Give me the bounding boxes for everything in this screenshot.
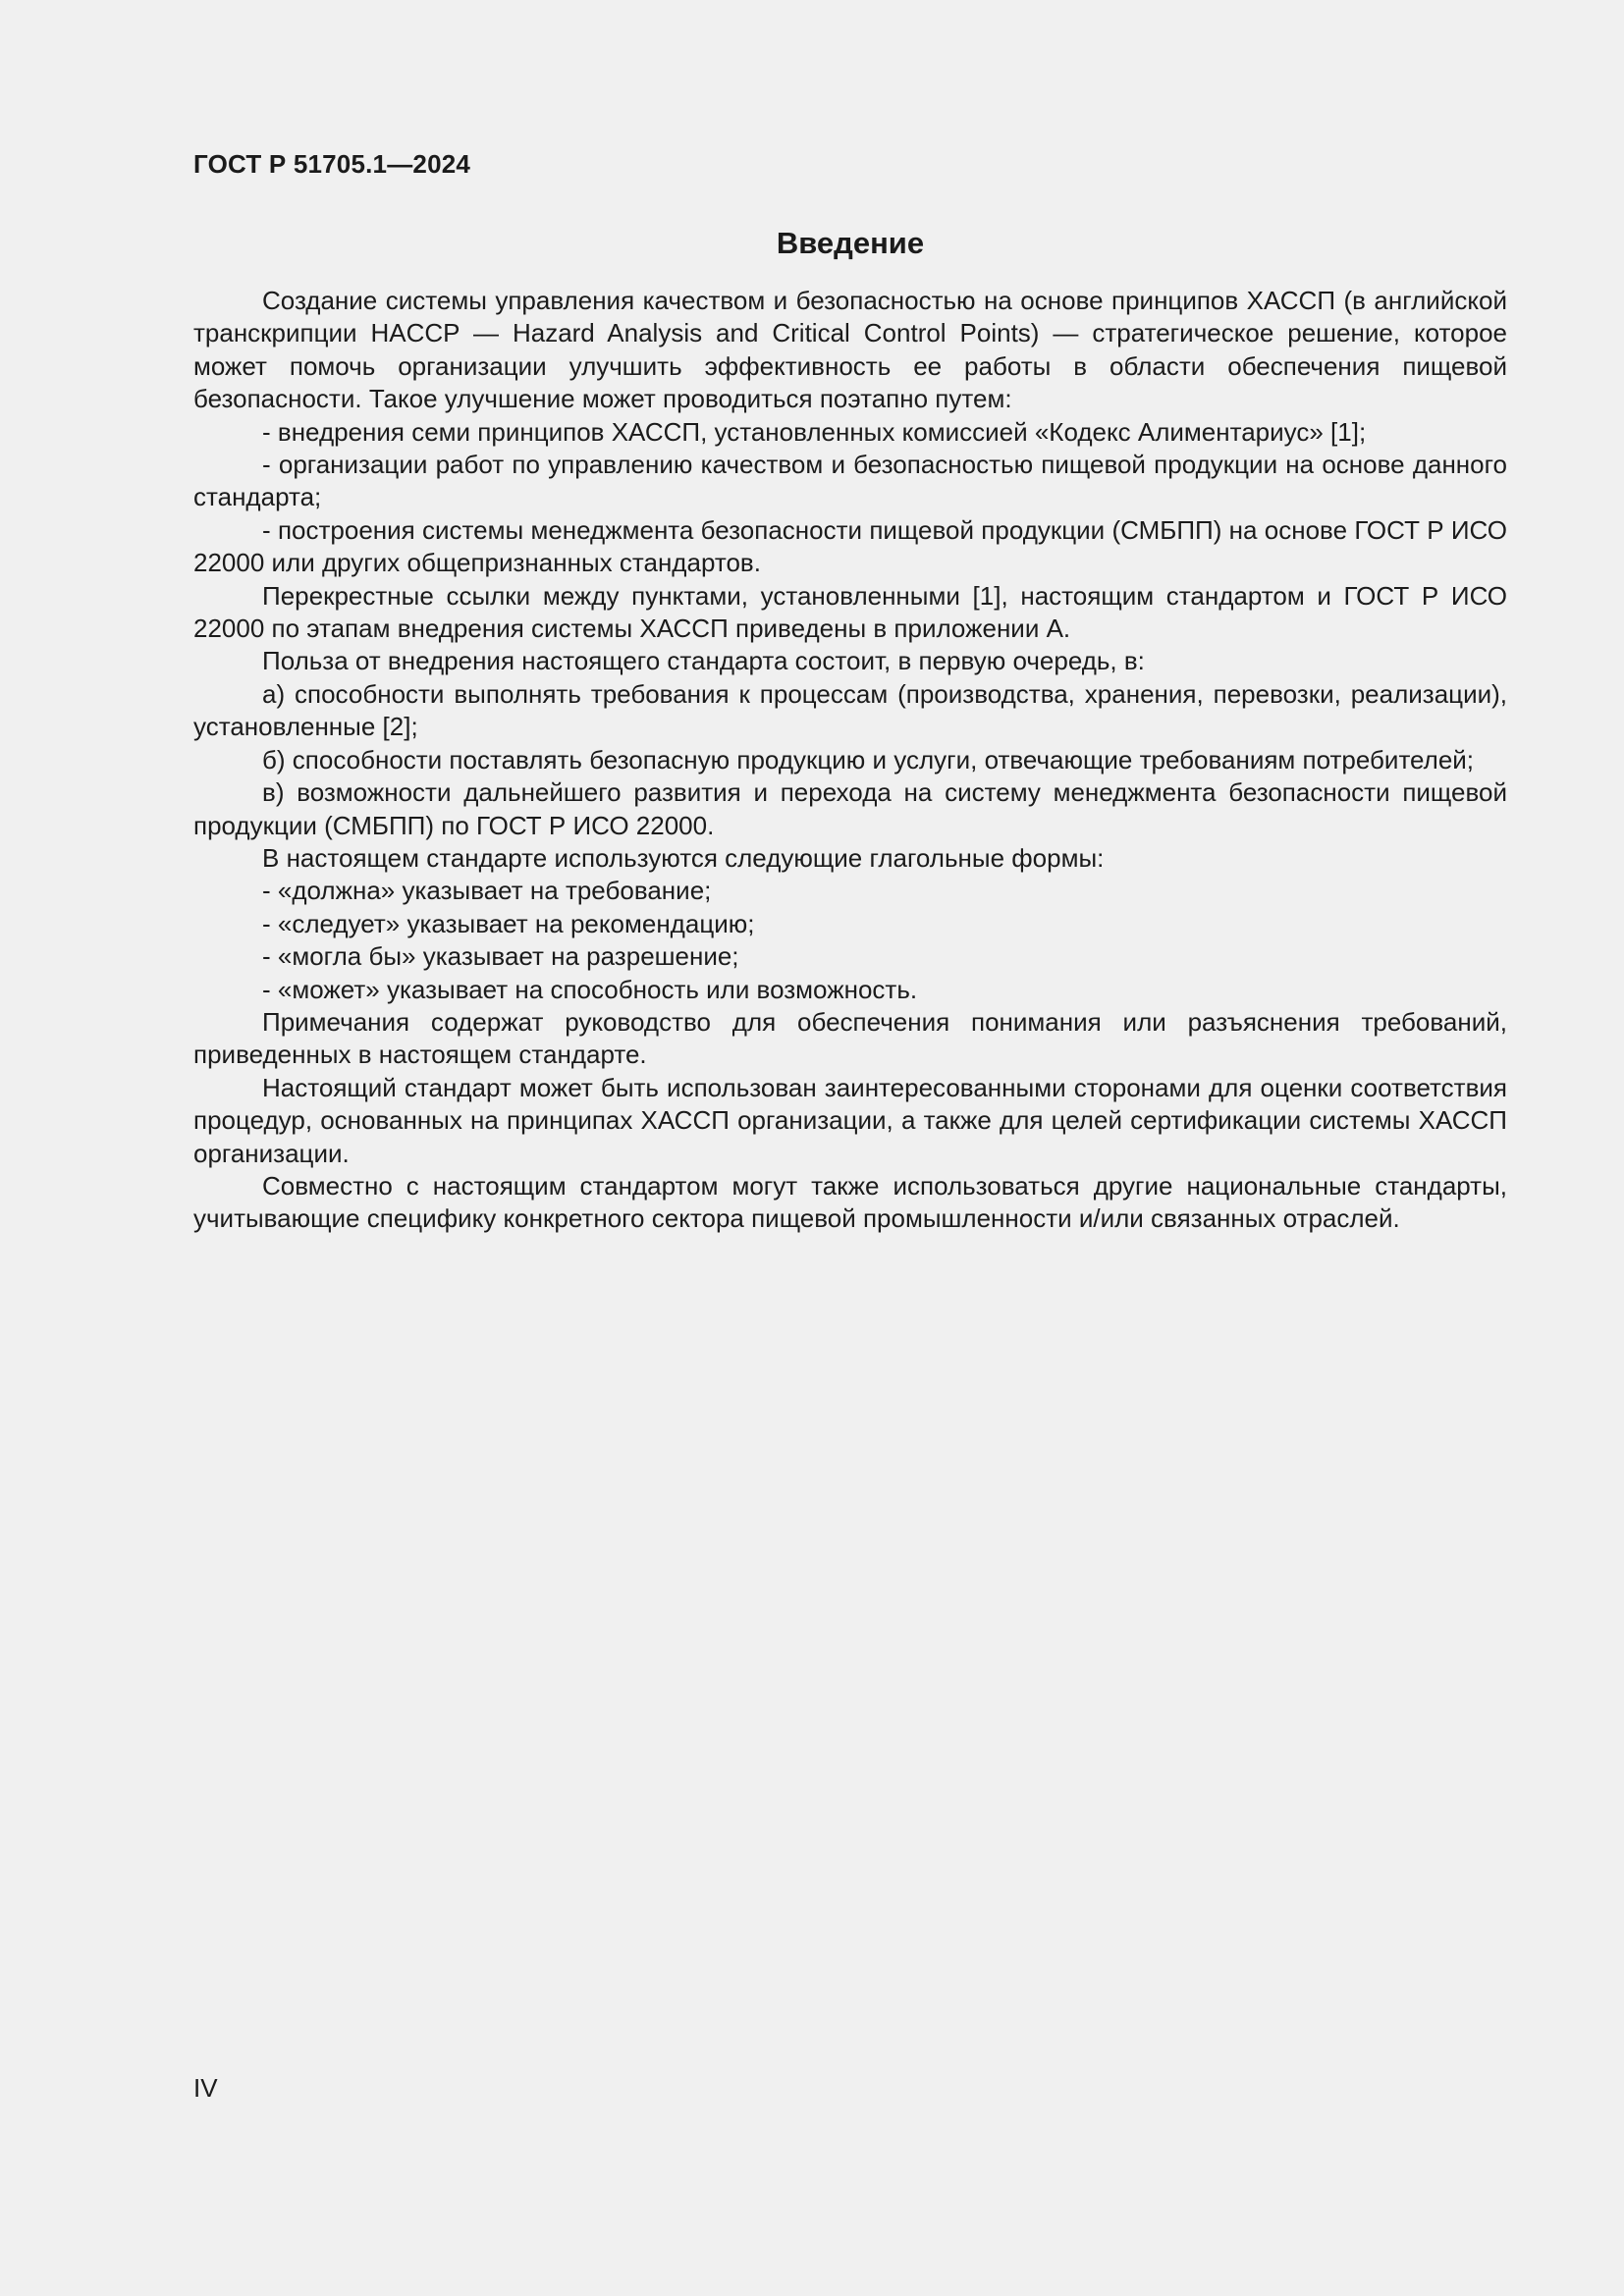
list-item-food-safety-system: - построения системы менеджмента безопасности пищевой продукции (СМБПП) на основе ГОСТ Р ИСО 22000 или других общепризнанных стандартов. xyxy=(193,514,1507,578)
document-code-header: ГОСТ Р 51705.1—2024 xyxy=(193,149,471,179)
list-item-haccp-principles: - внедрения семи принципов ХАССП, установленных комиссией «Кодекс Алиментариус» [1]; xyxy=(262,416,1367,447)
list-item-verbal-shall: - «должна» указывает на требование; xyxy=(262,876,712,906)
paragraph-other-standards: Совместно с настоящим стандартом могут также использоваться другие национальные стандарты, учитывающие специфику конкретного сектора пищевой промышленности и/или связанных отраслей. xyxy=(193,1170,1507,1234)
paragraph-cross-references: Перекрестные ссылки между пунктами, установленными [1], настоящим стандартом и ГОСТ Р ИСО 22000 по этапам внедрения системы ХАССП приведены в приложении А. xyxy=(193,580,1507,644)
section-title: Введение xyxy=(776,226,925,260)
list-item-verbal-should: - «следует» указывает на рекомендацию; xyxy=(262,908,755,938)
list-item-benefit-c: в) возможности дальнейшего развития и перехода на систему менеджмента безопасности пищевой продукции (СМБПП) по ГОСТ Р ИСО 22000. xyxy=(193,777,1507,840)
list-item-benefit-b: б) способности поставлять безопасную продукцию и услуги, отвечающие требованиям потребителей; xyxy=(262,744,1475,774)
list-item-quality-management: - организации работ по управлению качеством и безопасностью пищевой продукции на основе данного стандарта; xyxy=(193,450,1507,512)
paragraph-conformity-assessment: Настоящий стандарт может быть использован заинтересованными сторонами для оценки соответствия процедур, основанных на принципах ХАССП организации, а также для целей сертификации системы ХАССП организации. xyxy=(193,1072,1507,1168)
list-item-benefit-a: а) способности выполнять требования к процессам (производства, хранения, перевозки, реализации), установленные [2]; xyxy=(193,678,1507,742)
list-item-verbal-may: - «могла бы» указывает на разрешение; xyxy=(262,941,739,972)
paragraph-benefits-intro: Польза от внедрения настоящего стандарта состоит, в первую очередь, в: xyxy=(262,646,1145,676)
paragraph-verbal-forms-intro: В настоящем стандарте используются следующие глагольные формы: xyxy=(262,842,1105,873)
paragraph-intro: Создание системы управления качеством и безопасностью на основе принципов ХАССП (в английской транскрипции HACCP — Hazard Analysis and Critical Control Points) — стратегическое решение, которое может помочь организации улучшить эффективность ее работы в области обеспечения пищевой безопасности. Такое улучшение может проводиться поэтапно путем: xyxy=(193,286,1507,414)
list-item-verbal-can: - «может» указывает на способность или возможность. xyxy=(262,974,918,1004)
paragraph-notes: Примечания содержат руководство для обеспечения понимания или разъяснения требований, приведенных в настоящем стандарте. xyxy=(193,1006,1507,1070)
introduction-body xyxy=(193,285,1507,1236)
page-number: IV xyxy=(193,2073,218,2103)
